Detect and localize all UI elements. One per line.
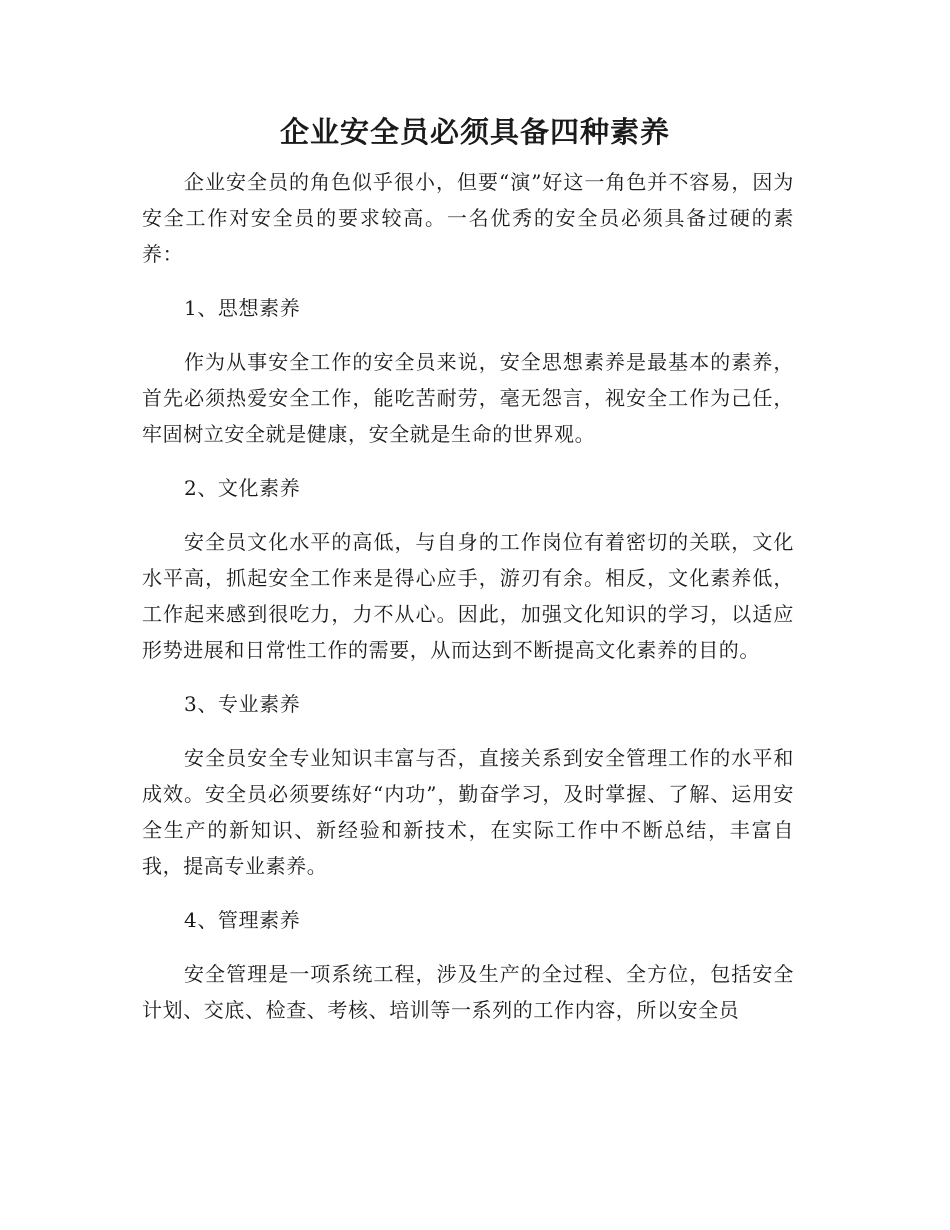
culture-paragraph: 安全员文化水平的高低，与自身的工作岗位有着密切的关联，文化水平高，抓起安全工作来是得心应手，游刃有余。相反，文化素养低，工作起来感到很吃力，力不从心。因此，加强文化知识的学习，以适应形势进展和日常性工作的需要，从而达到不断提高文化素养的目的。 [142,530,794,662]
document-title: 企业安全员必须具备四种素养 [279,115,670,149]
professional-paragraph: 安全员安全专业知识丰富与否，直接关系到安全管理工作的水平和成效。安全员必须要练好“内功”，勤奋学习，及时掌握、了解、运用安全生产的新知识、新经验和新技术，在实际工作中不断总结，丰富自我，提高专业素养。 [142,746,794,878]
section-heading-professional: 3、专业素养 [184,692,301,716]
section-heading-ideology: 1、思想素养 [184,296,301,320]
management-paragraph: 安全管理是一项系统工程，涉及生产的全过程、全方位，包括安全计划、交底、检查、考核、培训等一系列的工作内容，所以安全员 [142,962,794,1022]
document-body [142,164,794,1046]
section-heading-culture: 2、文化素养 [184,476,301,500]
intro-paragraph: 企业安全员的角色似乎很小，但要“演”好这一角色并不容易，因为安全工作对安全员的要求较高。一名优秀的安全员必须具备过硬的素养： [142,170,794,266]
ideology-paragraph: 作为从事安全工作的安全员来说，安全思想素养是最基本的素养，首先必须热爱安全工作，能吃苦耐劳，毫无怨言，视安全工作为己任，牢固树立安全就是健康，安全就是生命的世界观。 [142,350,794,446]
section-heading-management: 4、管理素养 [184,908,301,932]
